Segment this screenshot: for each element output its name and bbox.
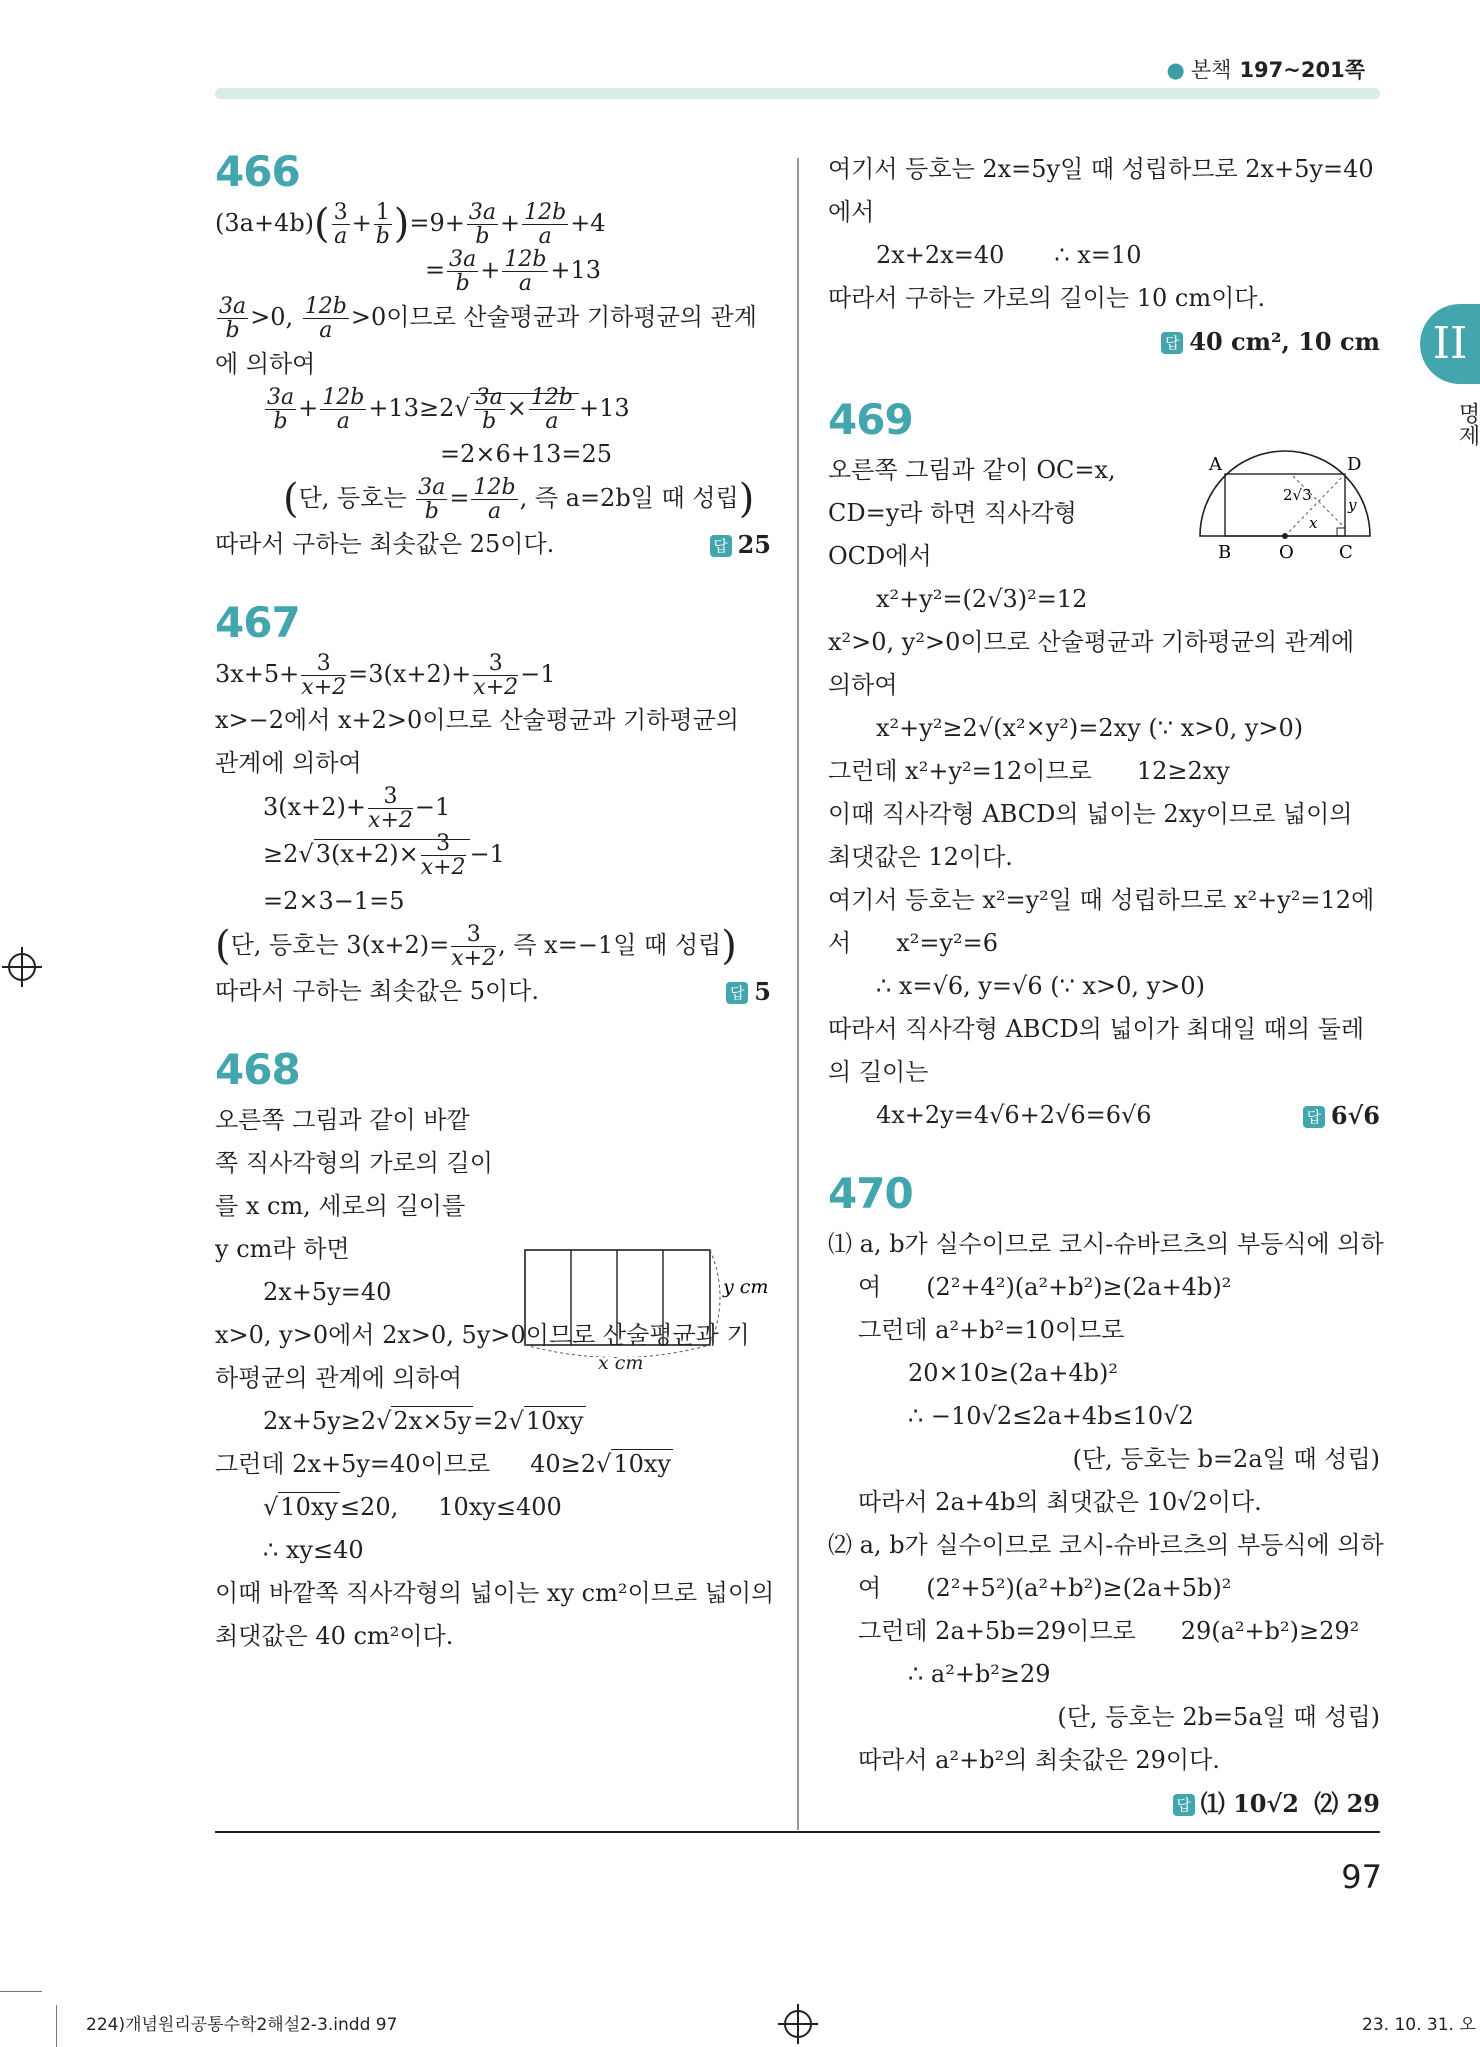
text-line: OCD에서: [828, 542, 932, 570]
answer: [726, 970, 771, 1014]
numerator: 12b: [530, 384, 573, 410]
denominator: b: [225, 318, 240, 344]
text: 그런데 2x+5y=40이므로: [215, 1449, 491, 1478]
text: , 즉 x=−1일 때 성립: [498, 930, 722, 959]
answer-value-1: ⑴ 10√2: [1200, 1789, 1299, 1818]
denominator: a: [545, 408, 559, 434]
text: >0,: [250, 303, 294, 332]
numerator: 12b: [322, 384, 365, 410]
text-line: x²>0, y²>0이므로 산술평균과 기하평균의 관계에: [828, 628, 1355, 656]
rectangle-abcd: [1225, 474, 1345, 536]
problem-number: 467: [215, 597, 300, 647]
text-line: CD=y라 하면 직사각형: [828, 499, 1077, 527]
denominator: x+2: [368, 808, 413, 834]
label-d: D: [1347, 454, 1362, 475]
text-line: y cm라 하면: [215, 1234, 350, 1263]
numerator: 3a: [475, 384, 503, 410]
height-brace: [710, 1250, 720, 1345]
text-line: 최댓값은 12이다.: [828, 843, 1013, 871]
right-angle-mark: [1337, 528, 1345, 536]
equation-line: 2x+5y≥2√2x×5y=2√10xy: [263, 1406, 584, 1435]
radicand: 10xy: [280, 1492, 338, 1521]
text: , 즉 a=2b일 때 성립: [519, 483, 739, 512]
file-info: 224)개념원리공통수학2해설2-3.indd 97: [86, 2015, 398, 2035]
denominator: x+2: [420, 855, 466, 881]
text-line: 그런데 a²+b²=10이므로: [858, 1316, 1125, 1344]
text-line: 하평균의 관계에 의하여: [215, 1363, 463, 1392]
text-line: [828, 1610, 1380, 1653]
text: 단, 등호는 3(x+2)=: [230, 930, 450, 959]
denominator: x+2: [473, 675, 519, 701]
condition-line: (단, 등호는 $\frac{3a}{b}$ = $\frac{12b}{a}$ , 즉 a=2b일 때 성립): [283, 474, 755, 524]
text-line: [828, 922, 1380, 965]
condition-line: (단, 등호는 2b=5a일 때 성립): [1057, 1703, 1380, 1731]
expr: −1: [520, 660, 556, 689]
text-line: 따라서 직사각형 ABCD의 넓이가 최대일 때의 둘레: [828, 1015, 1365, 1043]
op: +: [500, 209, 521, 238]
denominator: b: [455, 271, 470, 297]
text-line: [828, 750, 1380, 793]
text-line: 따라서 a²+b²의 최솟값은 29이다.: [858, 1746, 1220, 1774]
conclusion-line: [215, 970, 771, 1014]
expr: ∴ x=10: [1054, 241, 1142, 269]
equation-line: x²+y²≥2√(x²×y²)=2xy (∵ x>0, y>0): [876, 714, 1304, 742]
text-line: 오른쪽 그림과 같이 바깥: [215, 1105, 470, 1134]
text: >0이므로 산술평균과 기하평균의 관계: [350, 303, 757, 332]
label-c: C: [1339, 542, 1353, 563]
denominator: a: [336, 408, 350, 434]
header-page-reference: [1167, 54, 1365, 84]
equation-line: x²+y²=(2√3)²=12: [876, 585, 1088, 613]
numerator: 12b: [524, 200, 567, 225]
numerator: 3: [368, 785, 413, 809]
crop-mark: [0, 1991, 42, 1992]
text-line: 이때 직사각형 ABCD의 넓이는 2xy이므로 넓이의: [828, 800, 1353, 828]
registration-mark-icon: [8, 953, 36, 981]
expr: 10xy≤400: [438, 1492, 562, 1521]
answer-mark-icon: 답: [1161, 332, 1183, 354]
expr: x²=y²=6: [896, 929, 999, 957]
text: 여: [858, 1574, 882, 1602]
numerator: 3a: [468, 200, 496, 225]
op: +: [351, 209, 372, 238]
text-line: 를 x cm, 세로의 길이를: [215, 1191, 466, 1220]
problem-467: [215, 597, 771, 1014]
book-ref: 본책: [1190, 58, 1232, 82]
expr: 3x+5+: [215, 660, 300, 689]
numerator: 1: [375, 200, 390, 225]
expr: =2: [473, 1406, 509, 1435]
answer-value: 6√6: [1330, 1101, 1380, 1130]
conclusion: 따라서 구하는 최솟값은 5이다.: [215, 976, 539, 1005]
expr: 3(x+2)×: [315, 840, 419, 869]
bullet-icon: ●: [1166, 58, 1185, 82]
answer-mark-icon: 답: [710, 535, 732, 557]
numerator: 3a: [267, 384, 295, 410]
text-line: 따라서 구하는 가로의 길이는 10 cm이다.: [828, 284, 1266, 312]
problem-number: 468: [215, 1044, 300, 1094]
equation-line: ≥2√3(x+2)× $\frac{3}{x+2}$ −1: [263, 831, 505, 881]
equation-line: [215, 785, 771, 832]
equation-line: (3a+4b)( $\frac{3}{a}$ + $\frac{1}{b}$ )=9+ $\frac{3a}{b}$ + $\frac{12b}{a}$ +4: [215, 200, 606, 250]
text: 그런데 2a+5b=29이므로: [858, 1617, 1136, 1645]
expr: −1: [469, 840, 505, 869]
expr: +13≥2: [368, 393, 455, 422]
expr: 29(a²+b²)≥29²: [1180, 1617, 1360, 1645]
text-line: 의 길이는: [828, 1058, 929, 1086]
denominator: x+2: [301, 675, 347, 701]
text-line: 의하여: [828, 671, 898, 699]
answer: [1303, 1094, 1380, 1138]
condition-line: (단, 등호는 3(x+2)= $\frac{3}{x+2}$ , 즉 x=−1일 때 성립): [215, 921, 737, 971]
radicand: 10xy: [525, 1406, 584, 1435]
text-line: 오른쪽 그림과 같이 OC=x,: [828, 456, 1116, 484]
text-line: 여기서 등호는 x²=y²일 때 성립하므로 x²+y²=12에: [828, 886, 1375, 914]
semicircle-figure: [1195, 448, 1375, 566]
numerator: 3: [473, 652, 518, 676]
numerator: 3a: [219, 294, 247, 320]
radicand: 2x×5y: [393, 1406, 472, 1435]
equation-line: =2×6+13=25: [440, 439, 613, 468]
expr: +4: [570, 209, 606, 238]
equation-line: [215, 652, 771, 699]
registration-mark-icon: [784, 2010, 812, 2038]
text-line: 따라서 2a+4b의 최댓값은 10√2이다.: [858, 1488, 1262, 1516]
denominator: b: [475, 224, 490, 250]
numerator: 3a: [449, 247, 477, 273]
op: =: [449, 483, 470, 512]
denominator: a: [538, 224, 552, 250]
expr: ≥2: [263, 840, 299, 869]
radicand: 10xy: [613, 1449, 671, 1478]
op: +: [480, 256, 501, 285]
text-line: [215, 295, 771, 342]
denominator: a: [334, 224, 348, 250]
text: 서: [828, 929, 852, 957]
answer: [828, 320, 1380, 364]
numerator: 3: [301, 652, 346, 676]
answer-mark-icon: 답: [1173, 1794, 1195, 1816]
expr: +13: [550, 256, 602, 285]
numerator: 12b: [304, 294, 347, 320]
answer: [710, 523, 771, 567]
text-line: [828, 1567, 1380, 1610]
equation-line: ∴ x=√6, y=√6 (∵ x>0, y>0): [876, 972, 1205, 1000]
denominator: a: [518, 271, 532, 297]
text-line: 여기서 등호는 2x=5y일 때 성립하므로 2x+5y=40: [828, 155, 1374, 183]
expr: 40≥2: [530, 1449, 597, 1478]
problem-number: 470: [828, 1169, 913, 1218]
expr: 4x+2y=4√6+2√6=6√6: [876, 1101, 1152, 1129]
expr: 2x+2x=40: [876, 241, 1005, 269]
numerator: 3: [451, 923, 496, 947]
expr: (2²+4²)(a²+b²)≥(2a+4b)²: [926, 1273, 1232, 1301]
expr: 12≥2xy: [1136, 757, 1230, 785]
label-o: O: [1279, 542, 1294, 563]
text-line: 이때 바깥쪽 직사각형의 넓이는 xy cm²이므로 넓이의: [215, 1578, 775, 1607]
right-column: [828, 146, 1384, 1826]
book-pages: 197~201쪽: [1239, 58, 1365, 82]
expr: =3(x+2)+: [348, 660, 472, 689]
numerator: 3: [421, 832, 466, 856]
text-line: 쪽 직사각형의 가로의 길이: [215, 1148, 493, 1177]
expr: ≤20,: [339, 1492, 399, 1521]
conclusion: 따라서 구하는 최솟값은 25이다.: [215, 529, 555, 558]
denominator: b: [375, 224, 390, 250]
answer: [828, 1782, 1380, 1826]
equation-line: ∴ a²+b²≥29: [908, 1660, 1051, 1688]
equation-line: 2x+5y=40: [263, 1277, 392, 1306]
expr: (3a+4b): [215, 209, 315, 238]
label-b: B: [1218, 542, 1232, 563]
equation-line: =2×3−1=5: [263, 886, 405, 915]
rectangle-figure: [520, 1245, 770, 1375]
text-line: 관계에 의하여: [215, 749, 362, 778]
conclusion-line: [215, 523, 771, 567]
problem-466: [215, 146, 771, 567]
text: 여: [858, 1273, 882, 1301]
text: 단, 등호는: [298, 483, 407, 512]
expr: 3(x+2)+: [263, 793, 367, 822]
page-number: 97: [1341, 1858, 1382, 1896]
print-date: 23. 10. 31. 오: [1362, 2015, 1476, 2035]
height-label: y cm: [723, 1276, 769, 1298]
equation-line: [828, 1094, 1380, 1138]
text-line: x>−2에서 x+2>0이므로 산술평균과 기하평균의: [215, 706, 739, 735]
problem-number: 466: [215, 147, 300, 196]
left-column: [215, 146, 775, 1658]
label-a: A: [1209, 454, 1222, 475]
text-line: x>0, y>0에서 2x>0, 5y>0이므로 산술평균과 기: [215, 1320, 750, 1349]
answer-mark-icon: 답: [726, 982, 748, 1004]
numerator: 12b: [504, 247, 547, 273]
expr: +13: [578, 393, 630, 422]
equation-line: ∴ −10√2≤2a+4b≤10√2: [908, 1402, 1194, 1430]
text-line: ⑴ a, b가 실수이므로 코시-슈바르츠의 부등식에 의하: [828, 1230, 1384, 1258]
answer-value-2: ⑵ 29: [1314, 1789, 1380, 1818]
op: =: [425, 256, 446, 285]
expr: 2x+5y≥2: [263, 1406, 377, 1435]
expr: (2²+5²)(a²+b²)≥(2a+5b)²: [926, 1574, 1232, 1602]
problem-470: [828, 1168, 1384, 1826]
equation-line: $\frac{3a}{b}$ + $\frac{12b}{a}$ +13≥2√ $\frac{3a}{b}$ × $\frac{12b}{a}$ +13: [267, 384, 630, 434]
label-y: y: [1348, 496, 1357, 514]
header-bar: [215, 88, 1380, 99]
answer-mark-icon: 답: [1303, 1106, 1325, 1128]
chapter-tab: II: [1420, 304, 1480, 384]
expr: −1: [414, 793, 451, 822]
equation-line: ∴ xy≤40: [263, 1535, 364, 1564]
numerator: 12b: [473, 474, 516, 500]
denominator: a: [487, 498, 502, 524]
op: ×: [506, 393, 527, 422]
footer-rule: [215, 1831, 1380, 1833]
numerator: 3: [333, 200, 348, 225]
equation-line: √10xy≤20, 10xy≤400: [263, 1492, 562, 1521]
text-line: 최댓값은 40 cm²이다.: [215, 1621, 454, 1650]
label-radius: 2√3: [1283, 486, 1312, 504]
center-point: [1282, 533, 1288, 539]
denominator: x+2: [451, 945, 497, 971]
problem-468-continued: [828, 148, 1380, 364]
answer-value: 40 cm², 10 cm: [1189, 327, 1380, 356]
column-divider: [797, 158, 799, 1830]
denominator: b: [482, 408, 497, 434]
problem-number: 469: [828, 395, 913, 444]
width-label: x cm: [598, 1352, 644, 1374]
answer-value: 25: [737, 529, 771, 559]
equation-line: [828, 234, 1380, 277]
equation-line: [215, 248, 771, 295]
expr: =9+: [409, 209, 465, 238]
text-line: 에 의하여: [215, 349, 316, 378]
denominator: b: [424, 498, 439, 524]
numerator: 3a: [418, 474, 446, 500]
equation-line: 20×10≥(2a+4b)²: [908, 1359, 1118, 1387]
text-line: 그런데 2x+5y=40이므로 40≥2√10xy: [215, 1449, 671, 1478]
denominator: b: [273, 408, 288, 434]
text-line: [828, 1266, 1380, 1309]
text: 그런데 x²+y²=12이므로: [828, 757, 1092, 785]
text-line: 에서: [828, 198, 875, 226]
crop-mark: [56, 2005, 57, 2047]
chapter-name: 명제: [1455, 402, 1480, 446]
label-x: x: [1309, 514, 1318, 532]
condition-line: (단, 등호는 b=2a일 때 성립): [1072, 1445, 1380, 1473]
denominator: a: [319, 318, 333, 344]
answer-value: 5: [754, 976, 771, 1006]
text-line: ⑵ a, b가 실수이므로 코시-슈바르츠의 부등식에 의하: [828, 1531, 1384, 1559]
